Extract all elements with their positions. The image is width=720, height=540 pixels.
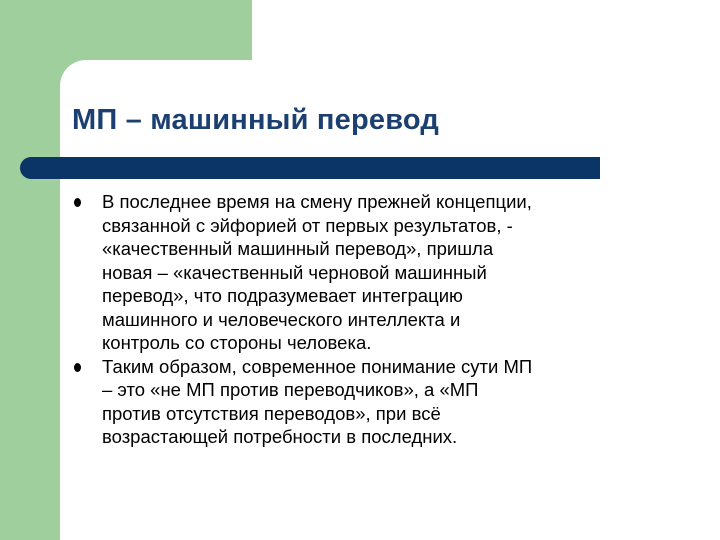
bullet-line: контроль со стороны человека. <box>102 332 372 353</box>
bullet-line: В последнее время на смену прежней концепции, <box>102 191 532 212</box>
bullet-list <box>70 190 670 449</box>
bullet-item-1 <box>70 190 670 355</box>
bullet-line: связанной с эйфорией от первых результатов, - <box>102 214 513 236</box>
bullet-line: Таким образом, современное понимание сути МП <box>102 355 533 377</box>
bullet-dot-icon <box>74 198 81 207</box>
bullet-line: перевод», что подразумевает интеграцию <box>102 285 463 306</box>
bullet-line: машинного и человеческого интеллекта и <box>102 308 461 330</box>
slide-title: МП – машинный перевод <box>72 104 439 136</box>
bullet-dot-icon <box>74 363 81 372</box>
bullet-text <box>102 355 670 449</box>
bullet-text <box>102 190 670 355</box>
bullet-line: возрастающей потребности в последних. <box>102 426 458 447</box>
bullet-item-2 <box>70 355 670 449</box>
title-underline-bar <box>20 157 600 179</box>
bullet-line: против отсутствия переводов», при всё <box>102 402 441 424</box>
bullet-line: новая – «качественный черновой машинный <box>102 261 487 283</box>
bullet-line: – это «не МП против переводчиков», а «МП <box>102 379 479 400</box>
decor-green-left-strip <box>0 0 60 540</box>
bullet-line: «качественный машинный перевод», пришла <box>102 238 494 259</box>
